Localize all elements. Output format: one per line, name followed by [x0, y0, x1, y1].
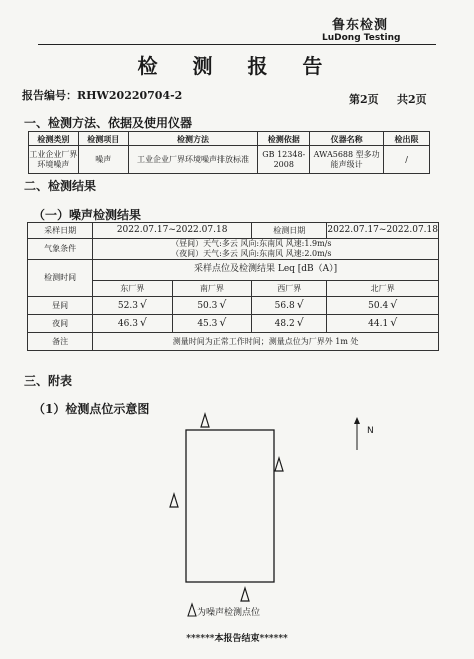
legend-triangle-icon: [188, 604, 196, 616]
night-value: 48.2: [274, 319, 295, 330]
methods-header-cell: 检测项目: [78, 132, 128, 146]
methods-header-cell: 仪器名称: [310, 132, 384, 146]
day-value: 50.4: [368, 301, 389, 312]
sampling-date-value: 2022.07.17~2022.07.18: [93, 223, 252, 239]
check-mark-icon: √: [139, 316, 147, 330]
methods-header-cell: 检测依据: [258, 132, 310, 146]
check-mark-icon: √: [390, 298, 398, 312]
diagram-legend: 为噪声检测点位: [197, 608, 261, 618]
check-mark-icon: √: [219, 316, 227, 330]
methods-cell: /: [384, 146, 430, 174]
plant-boundary: [186, 430, 274, 582]
night-value: 45.3: [197, 319, 218, 330]
point-north: 北厂界: [327, 281, 439, 297]
methods-cell: 噪声: [78, 146, 128, 174]
test-date-value: 2022.07.17~2022.07.18: [327, 223, 439, 239]
noise-results-heading: （一）噪声检测结果: [33, 208, 142, 222]
methods-cell: 工业企业厂界环境噪声: [29, 146, 79, 174]
page-current: 第2页: [349, 93, 379, 106]
point-south: 南厂界: [172, 281, 251, 297]
methods-cell: 工业企业厂界环境噪声排放标准: [128, 146, 258, 174]
methods-header-cell: 检测方法: [128, 132, 258, 146]
check-mark-icon: √: [296, 298, 304, 312]
methods-header-cell: 检测类别: [29, 132, 79, 146]
day-value: 50.3: [197, 301, 218, 312]
time-label: 检测时间: [28, 260, 93, 297]
remarks-text: 测量时间为正常工作时间；测量点位为厂界外 1m 处: [93, 333, 439, 351]
methods-cell: GB 12348-2008: [258, 146, 310, 174]
sampling-date-label: 采样日期: [28, 223, 93, 239]
check-mark-icon: √: [296, 316, 304, 330]
north-label: N: [367, 426, 374, 436]
page-total: 共2页: [397, 93, 427, 106]
weather-day: （昼间）天气:多云 风向:东南风 风速:1.9m/s: [93, 239, 439, 250]
day-label: 昼间: [28, 297, 93, 315]
section-methods-heading: 一、检测方法、依据及使用仪器: [24, 116, 193, 130]
measurement-point-east-icon: [275, 458, 283, 471]
weather-label: 气象条件: [28, 239, 93, 260]
section-appendix-heading: 三、附表: [24, 374, 73, 388]
check-mark-icon: √: [390, 316, 398, 330]
point-east: 东厂界: [93, 281, 172, 297]
day-value: 52.3: [117, 301, 138, 312]
result-header: 采样点位及检测结果 Leq [dB（A）]: [93, 260, 439, 281]
night-label: 夜间: [28, 315, 93, 333]
measurement-point-south-icon: [241, 588, 249, 601]
brand-name-cn: 鲁东检测: [332, 18, 389, 33]
brand-name-en: LuDong Testing: [322, 33, 401, 43]
site-diagram-heading: （1）检测点位示意图: [33, 402, 150, 416]
test-date-label: 检测日期: [252, 223, 327, 239]
measurement-point-west-icon: [170, 494, 178, 507]
report-title: 检 测 报 告: [137, 54, 337, 78]
night-value: 46.3: [117, 319, 138, 330]
weather-night: （夜间）天气:多云 风向:东南风 风速:2.0m/s: [93, 249, 439, 260]
report-number: 报告编号：RHW20220704-2: [22, 89, 183, 102]
methods-header-cell: 检出限: [384, 132, 430, 146]
measurement-point-north-icon: [201, 414, 209, 427]
point-west: 西厂界: [252, 281, 327, 297]
report-end-note: ******本报告结束******: [186, 634, 288, 644]
check-mark-icon: √: [219, 298, 227, 312]
section-results-heading: 二、检测结果: [24, 179, 97, 193]
day-value: 56.8: [274, 301, 295, 312]
north-arrowhead-icon: [354, 417, 360, 424]
methods-cell: AWA5688 型多功能声级计: [310, 146, 384, 174]
check-mark-icon: √: [139, 298, 147, 312]
remarks-label: 备注: [28, 333, 93, 351]
night-value: 44.1: [368, 319, 389, 330]
